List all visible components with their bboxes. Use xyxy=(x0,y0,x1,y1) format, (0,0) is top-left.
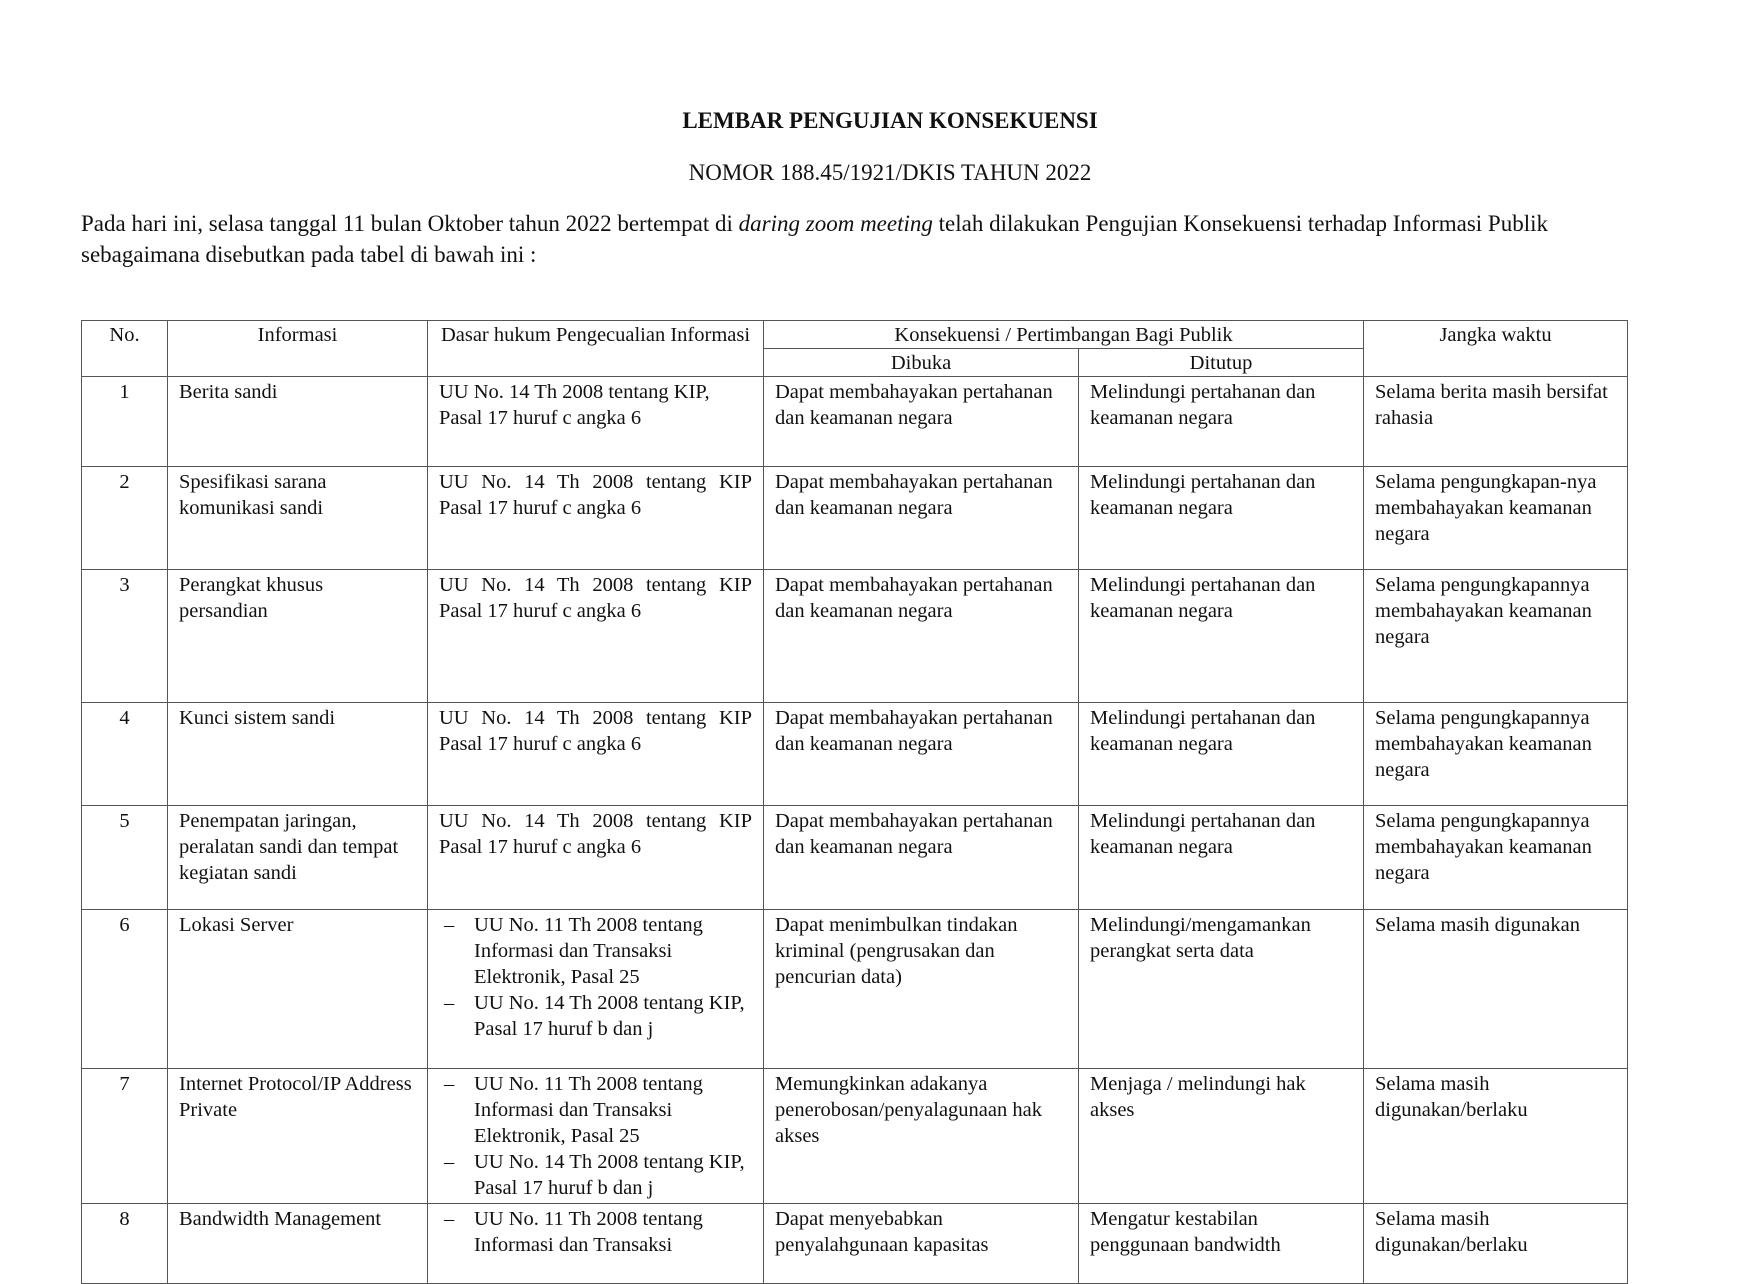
cell-no: 8 xyxy=(82,1204,168,1284)
dash-bullet-icon: – xyxy=(444,1208,455,1230)
cell-dibuka: Memungkinkan adakanya penerobosan/penyalagunaan hak akses xyxy=(764,1069,1079,1204)
cell-informasi: Spesifikasi sarana komunikasi sandi xyxy=(168,467,428,570)
cell-dibuka: Dapat membahayakan pertahanan dan keamanan negara xyxy=(764,467,1079,570)
legal-basis-text: UU No. 14 Th 2008 tentang KIP Pasal 17 huruf c angka 6 xyxy=(439,707,752,755)
legal-basis-text: UU No. 14 Th 2008 tentang KIP Pasal 17 huruf c angka 6 xyxy=(439,810,752,858)
cell-dasar-hukum xyxy=(428,1204,764,1284)
table-row xyxy=(82,1204,1628,1284)
table-row xyxy=(82,703,1628,806)
cell-ditutup: Menjaga / melindungi hak akses xyxy=(1079,1069,1364,1204)
cell-dasar-hukum xyxy=(428,570,764,703)
dash-bullet-icon: – xyxy=(444,1151,455,1173)
cell-dasar-hukum xyxy=(428,703,764,806)
header-ditutup: Ditutup xyxy=(1079,349,1364,377)
cell-informasi: Internet Protocol/IP Address Private xyxy=(168,1069,428,1204)
cell-dasar-hukum xyxy=(428,910,764,1069)
header-informasi: Informasi xyxy=(168,321,428,377)
table-header-row xyxy=(82,321,1628,349)
cell-jangka-waktu: Selama masih digunakan/berlaku xyxy=(1364,1069,1628,1204)
cell-jangka-waktu: Selama masih digunakan xyxy=(1364,910,1628,1069)
legal-basis-text: UU No. 11 Th 2008 tentang Informasi dan Transaksi Elektronik, Pasal 25 xyxy=(474,914,703,988)
cell-informasi: Lokasi Server xyxy=(168,910,428,1069)
cell-ditutup: Melindungi pertahanan dan keamanan negara xyxy=(1079,377,1364,467)
legal-basis-item xyxy=(439,1206,752,1258)
cell-ditutup: Melindungi pertahanan dan keamanan negara xyxy=(1079,570,1364,703)
table-body xyxy=(82,377,1628,1284)
table-row xyxy=(82,570,1628,703)
cell-no: 1 xyxy=(82,377,168,467)
cell-informasi: Berita sandi xyxy=(168,377,428,467)
intro-text-start: Pada hari ini, selasa tanggal 11 bulan Oktober tahun 2022 bertempat di xyxy=(81,211,739,236)
cell-informasi: Perangkat khusus persandian xyxy=(168,570,428,703)
cell-no: 5 xyxy=(82,806,168,910)
cell-no: 6 xyxy=(82,910,168,1069)
dash-bullet-icon: – xyxy=(444,914,455,936)
cell-jangka-waktu: Selama pengungkapannya membahayakan keamanan negara xyxy=(1364,703,1628,806)
cell-dibuka: Dapat menyebabkan penyalahgunaan kapasitas xyxy=(764,1204,1079,1284)
legal-basis-text: UU No. 11 Th 2008 tentang Informasi dan Transaksi xyxy=(474,1208,703,1256)
table-row xyxy=(82,910,1628,1069)
cell-no: 7 xyxy=(82,1069,168,1204)
cell-no: 3 xyxy=(82,570,168,703)
legal-basis-list xyxy=(439,1206,752,1258)
cell-dasar-hukum xyxy=(428,806,764,910)
table-row xyxy=(82,806,1628,910)
cell-jangka-waktu: Selama masih digunakan/berlaku xyxy=(1364,1204,1628,1284)
cell-ditutup: Mengatur kestabilan penggunaan bandwidth xyxy=(1079,1204,1364,1284)
cell-jangka-waktu: Selama berita masih bersifat rahasia xyxy=(1364,377,1628,467)
cell-dibuka: Dapat membahayakan pertahanan dan keamanan negara xyxy=(764,806,1079,910)
table-row xyxy=(82,1069,1628,1204)
intro-text-italic: daring zoom meeting xyxy=(738,211,933,236)
cell-dibuka: Dapat membahayakan pertahanan dan keamanan negara xyxy=(764,570,1079,703)
legal-basis-text: UU No. 14 Th 2008 tentang KIP Pasal 17 huruf c angka 6 xyxy=(439,471,752,519)
document-number: NOMOR 188.45/1921/DKIS TAHUN 2022 xyxy=(688,160,1092,185)
legal-basis-list xyxy=(439,1071,752,1201)
cell-ditutup: Melindungi pertahanan dan keamanan negara xyxy=(1079,703,1364,806)
cell-ditutup: Melindungi pertahanan dan keamanan negara xyxy=(1079,467,1364,570)
dash-bullet-icon: – xyxy=(444,1073,455,1095)
intro-text-end: telah dilakukan Pengujian Konsekuensi terhadap Informasi Publik sebagaimana disebutkan pada tabel di bawah ini : xyxy=(81,211,1549,267)
legal-basis-text: UU No. 14 Th 2008 tentang KIP, Pasal 17 huruf b dan j xyxy=(474,992,745,1040)
cell-no: 2 xyxy=(82,467,168,570)
cell-dasar-hukum xyxy=(428,1069,764,1204)
table-row xyxy=(82,377,1628,467)
cell-ditutup: Melindungi/mengamankan perangkat serta data xyxy=(1079,910,1364,1069)
cell-jangka-waktu: Selama pengungkapan-nya membahayakan keamanan negara xyxy=(1364,467,1628,570)
cell-informasi: Penempatan jaringan, peralatan sandi dan tempat kegiatan sandi xyxy=(168,806,428,910)
cell-ditutup: Melindungi pertahanan dan keamanan negara xyxy=(1079,806,1364,910)
header-konsekuensi: Konsekuensi / Pertimbangan Bagi Publik xyxy=(764,321,1364,349)
cell-dibuka: Dapat menimbulkan tindakan kriminal (pengrusakan dan pencurian data) xyxy=(764,910,1079,1069)
cell-no: 4 xyxy=(82,703,168,806)
cell-dasar-hukum xyxy=(428,467,764,570)
dash-bullet-icon: – xyxy=(444,992,455,1014)
legal-basis-text: UU No. 11 Th 2008 tentang Informasi dan Transaksi Elektronik, Pasal 25 xyxy=(474,1073,703,1147)
cell-dibuka: Dapat membahayakan pertahanan dan keamanan negara xyxy=(764,703,1079,806)
legal-basis-text: UU No. 14 Th 2008 tentang KIP Pasal 17 huruf c angka 6 xyxy=(439,574,752,622)
cell-informasi: Bandwidth Management xyxy=(168,1204,428,1284)
cell-dasar-hukum xyxy=(428,377,764,467)
legal-basis-list xyxy=(439,912,752,1042)
legal-basis-item xyxy=(439,1071,752,1149)
cell-informasi: Kunci sistem sandi xyxy=(168,703,428,806)
legal-basis-item xyxy=(439,912,752,990)
consequence-table xyxy=(81,320,1628,1284)
header-jangka-waktu: Jangka waktu xyxy=(1364,321,1628,377)
cell-dibuka: Dapat membahayakan pertahanan dan keamanan negara xyxy=(764,377,1079,467)
legal-basis-text: UU No. 14 Th 2008 tentang KIP, Pasal 17 huruf b dan j xyxy=(474,1151,745,1199)
table-row xyxy=(82,467,1628,570)
document-title: LEMBAR PENGUJIAN KONSEKUENSI xyxy=(682,108,1098,133)
cell-jangka-waktu: Selama pengungkapannya membahayakan keamanan negara xyxy=(1364,570,1628,703)
cell-jangka-waktu: Selama pengungkapannya membahayakan keamanan negara xyxy=(1364,806,1628,910)
intro-paragraph xyxy=(81,208,1641,270)
header-dasar-hukum: Dasar hukum Pengecualian Informasi xyxy=(428,321,764,377)
header-dibuka: Dibuka xyxy=(764,349,1079,377)
legal-basis-item xyxy=(439,1149,752,1201)
legal-basis-text: UU No. 14 Th 2008 tentang KIP, Pasal 17 huruf c angka 6 xyxy=(439,381,710,429)
legal-basis-item xyxy=(439,990,752,1042)
header-no: No. xyxy=(82,321,168,377)
